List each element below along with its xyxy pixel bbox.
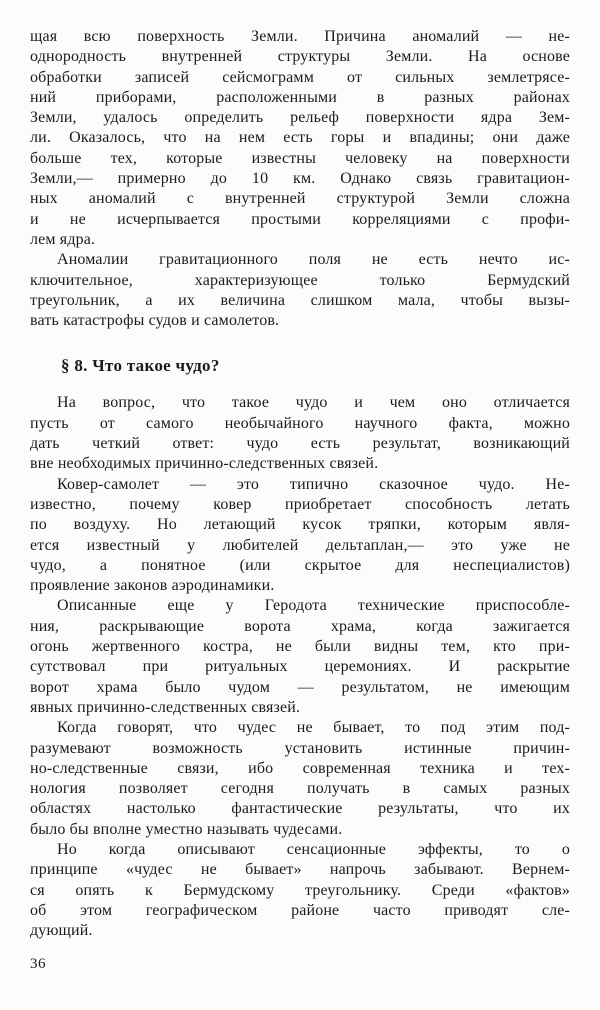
text-line: вне необходимых причинно-следственных связей.: [30, 455, 379, 473]
text-line: чудо, а понятное (или скрытое для неспециалистов): [30, 556, 570, 574]
paragraph: [30, 250, 570, 331]
text-line: вать катастрофы судов и самолетов.: [30, 312, 280, 330]
text-line: принципе «чудес не бывает» напрочь забывают. Вернем-: [30, 861, 570, 879]
paragraph: [30, 393, 570, 474]
section-heading: § 8. Что такое чудо?: [61, 356, 220, 376]
text-line: нология позволяет сегодня получать в самых разных: [30, 780, 570, 798]
text-line: разумевают возможность установить истинные причин-: [30, 739, 570, 757]
page-number: 36: [30, 956, 46, 973]
text-line: треугольник, а их величина слишком мала, чтобы вызы-: [30, 291, 570, 309]
text-line: было бы вполне уместно называть чудесами.: [30, 820, 343, 838]
text-line: явных причинно-следственных связей.: [30, 698, 301, 716]
paragraph: [30, 475, 570, 597]
text-line: огонь жертвенного костра, не были видны тем, кто при-: [30, 638, 570, 656]
text-line: Когда говорят, что чудес не бывает, то под этим под-: [57, 719, 570, 737]
text-line: по воздуху. Но летающий кусок тряпки, которым явля-: [30, 516, 570, 534]
text-line: но-следственные связи, ибо современная техника и тех-: [30, 759, 570, 777]
text-line: щая всю поверхность Земли. Причина аномалий — не-: [30, 28, 570, 45]
text-line: дать четкий ответ: чудо есть результат, возникающий: [30, 435, 570, 453]
text-line: Земли,— примерно до 10 км. Однако связь гравитацион-: [30, 170, 570, 188]
text-line: Ковер-самолет — это типично сказочное чудо. Не-: [57, 475, 570, 493]
text-line: ключительное, характеризующее только Бермудский: [30, 271, 570, 289]
text-line: об этом географическом районе часто приводят сле-: [30, 901, 570, 919]
text-line: Аномалии гравитационного поля не есть нечто ис-: [57, 251, 570, 269]
text-line: Земли, удалось определить рельеф поверхности ядра Зем-: [30, 109, 570, 127]
paragraph: [30, 718, 570, 840]
text-line: больше тех, которые известны человеку на поверхности: [30, 149, 570, 167]
text-line: ния, раскрывающие ворота храма, когда зажигается: [30, 617, 570, 635]
text-column: [30, 27, 570, 941]
text-line: На вопрос, что такое чудо и чем оно отличается: [57, 394, 570, 412]
text-line: и не исчерпывается простыми корреляциями с профи-: [30, 210, 570, 228]
text-line: однородность внутренней структуры Земли. На основе: [30, 48, 570, 66]
text-line: Описанные еще у Геродота технические приспособле-: [57, 597, 570, 615]
text-line: областях настолько фантастические результаты, что их: [30, 800, 570, 818]
text-line: ных аномалий с внутренней структурой Земли сложна: [30, 190, 570, 208]
paragraph: [30, 596, 570, 718]
text-line: ется известный у любителей дельтаплан,— это уже не: [30, 536, 570, 554]
text-line: известно, почему ковер приобретает способность летать: [30, 495, 570, 513]
text-line: проявление законов аэродинамики.: [30, 577, 275, 595]
text-line: ли. Оказалось, что на нем есть горы и впадины; они даже: [30, 129, 570, 147]
text-line: дующий.: [30, 922, 93, 940]
text-line: Но когда описывают сенсационные эффекты, то о: [57, 840, 570, 858]
text-line: пусть от самого необычайного научного факта, можно: [30, 414, 570, 432]
text-line: лем ядра.: [30, 230, 96, 248]
paragraph: [30, 27, 570, 250]
text-line: ний приборами, расположенными в разных районах: [30, 88, 570, 106]
text-line: ся опять к Бермудскому треугольнику. Среди «фактов»: [30, 881, 570, 899]
text-line: ворот храма было чудом — результатом, не имеющим: [30, 678, 570, 696]
text-line: сутствовал при ритуальных церемониях. И раскрытие: [30, 658, 570, 676]
paragraph: [30, 840, 570, 941]
text-line: обработки записей сейсмограмм от сильных землетрясе-: [30, 68, 570, 86]
